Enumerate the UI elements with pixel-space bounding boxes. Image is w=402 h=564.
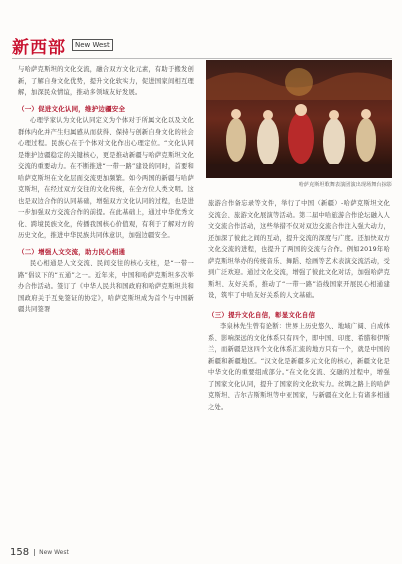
section-body-1: 心理学家认为文化认同定义为个体对于所属文化以及文化群体内化并产生归属感从而获得、保持与创新自身文化的社会心理过程。民族心在于个体对文化作出心理定位。“文化认同是维护边疆稳定的关键核心，更是推动新疆与哈萨克斯坦文化交流的重要动力。在不断推进“一带一路”建设的同时，首要和哈萨克斯坦在文化层面交流更加频繁。如今两国的新疆与哈萨克斯坦，在经过双方交往的文化传统，在全方位人类文明。这也是双边合作的认同基础，增强双方文化认同的过程，也是进一步加强双方交流合作的前提。在此基础上，通过中华优秀文化、跨境民族文化，传播我国核心价值观，有利于了解对方的历史文化，推进中华民族共同体意识，加强边疆安全。 xyxy=(18,117,194,239)
magazine-logo: 新西部 xyxy=(12,37,66,58)
page-number: 158 xyxy=(10,547,30,558)
footer-label: New West xyxy=(34,549,69,556)
section-heading-3: （三）提升文化自信，彰显文化自信 xyxy=(208,310,316,319)
left-column xyxy=(18,64,194,316)
continued-paragraph: 旅游合作备忘录等文件，举行了中国（新疆）-哈萨克斯坦文化交流会、旅游文化展演等活动。第二届中哈旅游合作论坛融入人文交流合作活动，这些举措不仅对双边交流合作注入强大动力，还加深了彼此之间的互动，提升交流的深度与广度。还加快双方文化交流的进程，也提升了两国的交流与合作。例如2019年哈萨克斯坦举办的传统音乐、舞蹈、绘画等艺术表演交流活动，受到广泛欢迎。通过文化交流，增强了彼此文化对话，加强哈萨克斯坦、友好关系，推动了“一带一路”沿线国家开展民心相通建设，筑牢了中哈友好关系的人文基础。 xyxy=(208,200,390,299)
section-heading-1: （一）促进文化认同，维护边疆安全 xyxy=(18,104,126,113)
right-column xyxy=(208,198,390,413)
magazine-logo-sub: New West xyxy=(72,39,113,51)
section-heading-2: （二）增强人文交流，助力民心相通 xyxy=(18,247,126,256)
page-footer xyxy=(10,547,69,558)
section-body-2: 民心相通是人文交流、民间交往的核心支柱，是“一带一路”倡议下的“五通”之一。近年来，中国和哈萨克斯坦多次举办合作活动。签订了《中华人民共和国政府和哈萨克斯坦共和国政府关于互免签证的协定》，哈萨克斯坦成为首个与中国新疆共同签署 xyxy=(18,260,194,313)
masthead xyxy=(12,34,113,56)
performance-photo-graphic xyxy=(206,60,392,178)
section-body-3: 李泉林先生曾有论断：世界上历史悠久、地域广阔、自成体系、影响深远的文化体系只有四个，即中国、印度、希腊和伊斯兰，而新疆是这四个文化体系汇流的地方只有一个，就是中国的新疆和新疆地区。“汉文化是新疆多元文化的核心，新疆文化是中华文化的重要组成部分。”在文化交流、交融的过程中，增强了国家文化认同，提升了国家的文化软实力。丝绸之路上的哈萨克斯坦、吉尔吉斯斯坦等中亚国家，与新疆在文化上有诸多相通之处。 xyxy=(208,323,390,411)
photo-caption: 哈萨克斯坦歌舞表演团演出现场舞台掠影 xyxy=(298,182,392,188)
intro-paragraph: 与哈萨克斯坦的文化交流，融合双方文化元素，有助于搬发创新，了解自身文化优势，提升文化软实力，促进国家间相互理解，加深民众情谊，推动多领域友好发展。 xyxy=(18,66,194,96)
header-rule xyxy=(12,58,392,59)
performance-photo xyxy=(206,60,392,178)
